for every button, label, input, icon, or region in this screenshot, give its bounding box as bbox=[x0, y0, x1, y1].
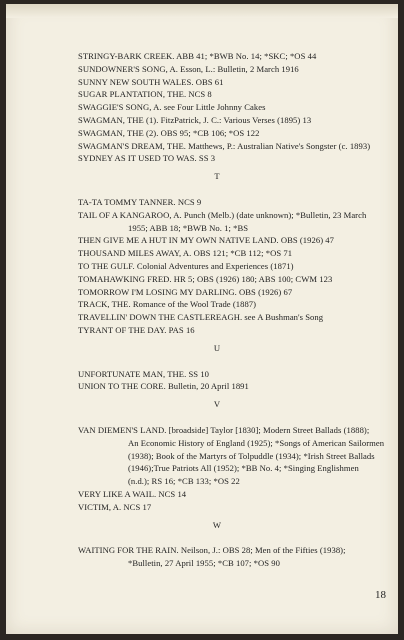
index-entry: VICTIM, A. NCS 17 bbox=[78, 501, 152, 512]
section-letter-v: V bbox=[213, 399, 221, 410]
book-page bbox=[6, 4, 398, 634]
page-top-edge bbox=[6, 4, 398, 18]
index-content bbox=[78, 50, 386, 570]
spacer bbox=[78, 360, 386, 368]
index-entry: TOMORROW I'M LOSING MY DARLING. OBS (1926) 67 bbox=[78, 286, 293, 297]
index-entry: SWAGMAN'S DREAM, THE. Matthews, P.: Australian Native's Songster (c. 1893) bbox=[78, 140, 371, 151]
index-entry: SUNNY NEW SOUTH WALES. OBS 61 bbox=[78, 76, 224, 87]
index-entry: THOUSAND MILES AWAY, A. OBS 121; *CB 112; *OS 71 bbox=[78, 248, 293, 259]
index-entry: SUNDOWNER'S SONG, A. Esson, L.: Bulletin, 2 March 1916 bbox=[78, 63, 299, 74]
index-entry: TA-TA TOMMY TANNER. NCS 9 bbox=[78, 196, 202, 207]
index-entry: VAN DIEMEN'S LAND. [broadside] Taylor [1830]; Modern Street Ballads (1888); bbox=[78, 424, 370, 435]
index-entry: SWAGGIE'S SONG, A. see Four Little Johnny Cakes bbox=[78, 102, 266, 113]
index-entry: SYDNEY AS IT USED TO WAS. SS 3 bbox=[78, 153, 216, 164]
index-entry: SWAGMAN, THE (1). FitzPatrick, J. C.: Various Verses (1895) 13 bbox=[78, 114, 312, 125]
index-entry-continuation: 1955; ABB 18; *BWB No. 1; *BS bbox=[128, 222, 249, 233]
index-entry-continuation: An Economic History of England (1925); *Songs of American Sailormen bbox=[128, 437, 385, 448]
section-letter-u: U bbox=[213, 342, 221, 353]
index-entry: THEN GIVE ME A HUT IN MY OWN NATIVE LAND. OBS (1926) 47 bbox=[78, 235, 335, 246]
index-entry: VERY LIKE A WAIL. NCS 14 bbox=[78, 488, 187, 499]
spacer bbox=[78, 416, 386, 424]
index-entry: UNION TO THE CORE. Bulletin, 20 April 1891 bbox=[78, 381, 249, 392]
index-entry: TRAVELLIN' DOWN THE CASTLEREAGH. see A Bushman's Song bbox=[78, 312, 324, 323]
index-entry: SUGAR PLANTATION, THE. NCS 8 bbox=[78, 89, 212, 100]
index-entry: TYRANT OF THE DAY. PAS 16 bbox=[78, 324, 195, 335]
index-entry-continuation: (n.d.); RS 16; *CB 133; *OS 22 bbox=[128, 476, 240, 487]
page-number: 18 bbox=[375, 589, 386, 601]
index-entry: WAITING FOR THE RAIN. Neilson, J.: OBS 28; Men of the Fifties (1938); bbox=[78, 545, 346, 556]
index-entry-continuation: *Bulletin, 27 April 1955; *CB 107; *OS 90 bbox=[128, 558, 280, 569]
index-entry: TO THE GULF. Colonial Adventures and Experiences (1871) bbox=[78, 260, 294, 271]
spacer bbox=[78, 536, 386, 544]
index-entry: TOMAHAWKING FRED. HR 5; OBS (1926) 180; ABS 100; CWM 123 bbox=[78, 273, 333, 284]
index-entry: STRINGY-BARK CREEK. ABB 41; *BWB No. 14; *SKC; *OS 44 bbox=[78, 51, 317, 61]
index-entry: TAIL OF A KANGAROO, A. Punch (Melb.) (date unknown); *Bulletin, 23 March bbox=[78, 209, 367, 220]
spacer bbox=[78, 188, 386, 196]
index-entry: UNFORTUNATE MAN, THE. SS 10 bbox=[78, 368, 210, 379]
section-letter-t: T bbox=[214, 171, 220, 182]
section-letter-w: W bbox=[212, 519, 222, 530]
index-entry: SWAGMAN, THE (2). OBS 95; *CB 106; *OS 122 bbox=[78, 127, 260, 138]
index-entry-continuation: (1946);True Patriots All (1952); *BB No. 4; *Singing Englishmen bbox=[128, 463, 359, 474]
index-entry: TRACK, THE. Romance of the Wool Trade (1887) bbox=[78, 299, 257, 310]
index-entry-continuation: (1938); Book of the Martyrs of Tolpuddle (1934); *Irish Street Ballads bbox=[128, 450, 375, 461]
